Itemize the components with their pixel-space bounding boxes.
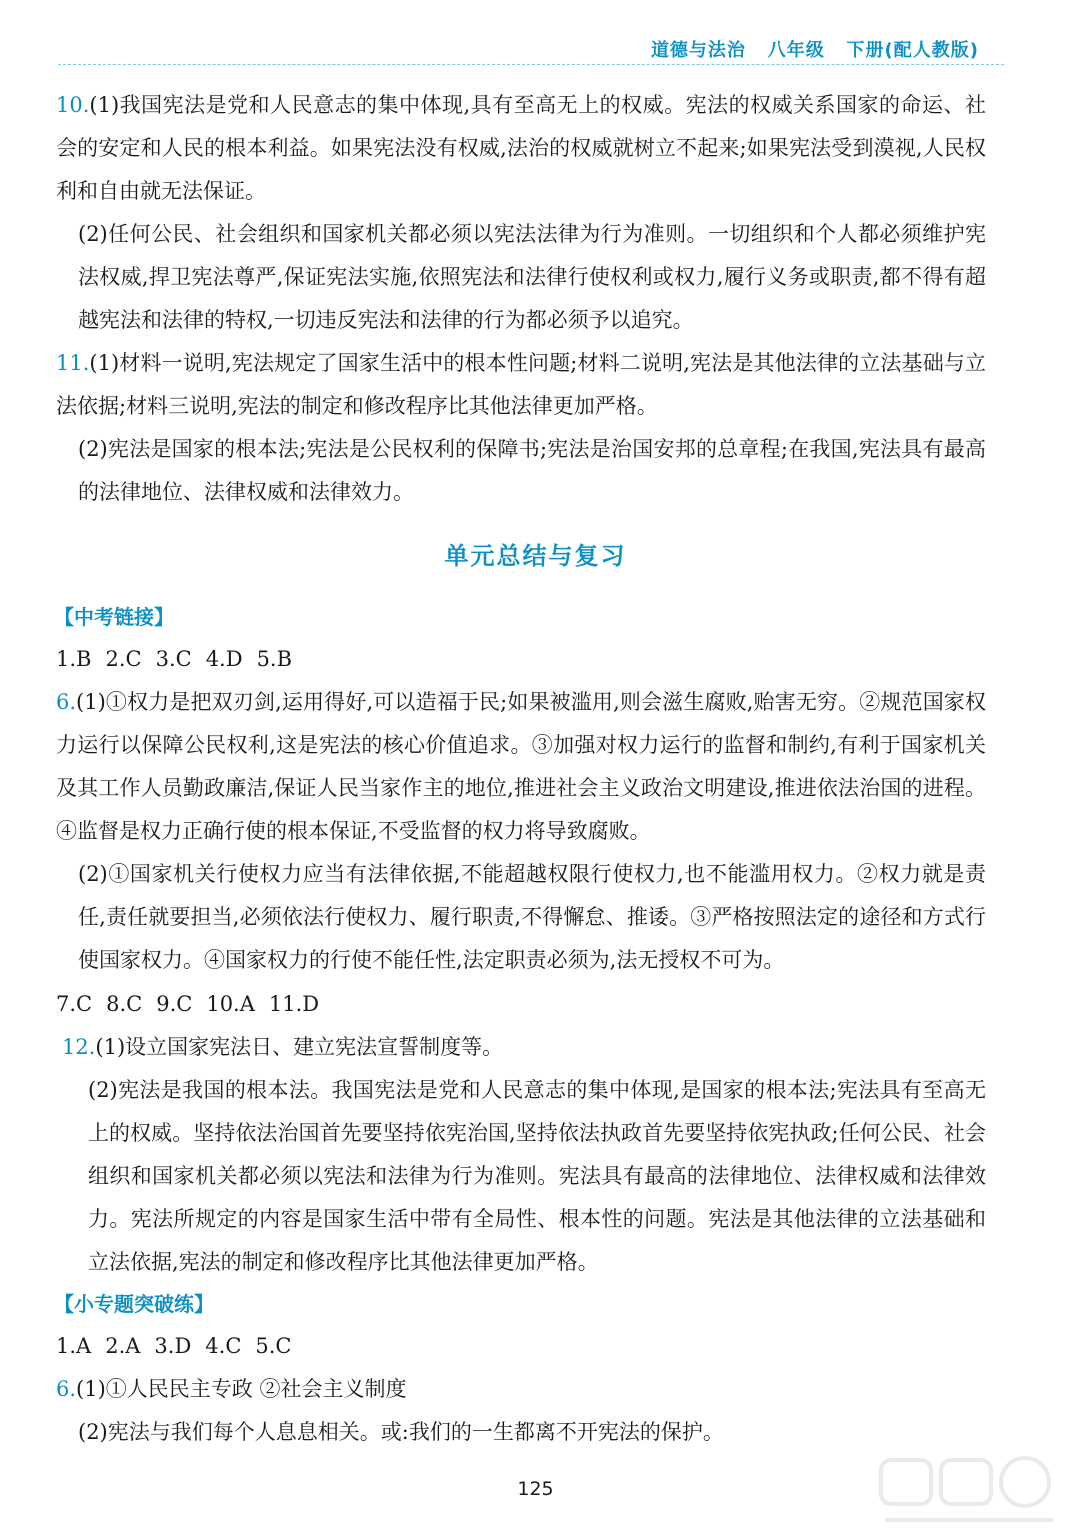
question-10-part-2: (2)任何公民、社会组织和国家机关都必须以宪法法律为行为准则。一切组织和个人都必须维护宪法权威,捍卫宪法尊严,保证宪法实施,依照宪法和法律行使权利或权力,履行义务或职责,都不得有超越宪法和法律的特权,一切违反宪法和法律的行为都必须予以追究。: [78, 222, 986, 332]
answer-item: 4.C: [205, 1334, 242, 1358]
question-6-part-1: [56, 681, 986, 853]
answer-item: 3.C: [155, 647, 192, 671]
answer-item: 7.C: [56, 992, 93, 1016]
question-number: 6.: [56, 690, 77, 714]
page-number: 125: [517, 1478, 554, 1500]
answer-item: 1.B: [56, 647, 92, 671]
question-text: (1)设立国家宪法日、建立宪法宣誓制度等。: [95, 1035, 504, 1059]
answer-item: 9.C: [156, 992, 193, 1016]
answer-item: 4.D: [205, 647, 243, 671]
answer-item: 11.D: [268, 992, 320, 1016]
answer-item: 10.A: [206, 992, 255, 1016]
question-number: 11.: [56, 351, 90, 375]
question-text: (1)①人民民主专政 ②社会主义制度: [76, 1377, 407, 1401]
answer-item: 2.C: [105, 647, 142, 671]
question-text: (1)①权力是把双刃剑,运用得好,可以造福于民;如果被滥用,则会滋生腐败,贻害无穷。②规范国家权力运行以保障公民权利,这是宪法的核心价值追求。③加强对权力运行的监督和制约,有利于国家机关及其工作人员勤政廉洁,保证人民当家作主的地位,推进社会主义政治文明建设,推进依法治国的进程。④监督是权力正确行使的根本保证,不受监督的权力将导致腐败。: [56, 690, 986, 843]
question-number: 6.: [56, 1377, 77, 1401]
section-tag-zhongkao: 【中考链接】: [54, 605, 174, 629]
question-12-part-1: [62, 1026, 986, 1069]
answer-item: 8.C: [106, 992, 143, 1016]
question-11-part-2: (2)宪法是国家的根本法;宪法是公民权利的保障书;宪法是治国安邦的总章程;在我国,宪法具有最高的法律地位、法律权威和法律效力。: [78, 437, 986, 504]
answer-item: 3.D: [154, 1334, 192, 1358]
question-number: 10.: [56, 93, 90, 117]
answer-row-3: [56, 1324, 1071, 1368]
header-title: 道德与法治 八年级 下册(配人教版): [650, 40, 979, 61]
question-10-part-1: [56, 84, 986, 213]
question-text: (1)材料一说明,宪法规定了国家生活中的根本性问题;材料二说明,宪法是其他法律的立法基础与立法依据;材料三说明,宪法的制定和修改程序比其他法律更加严格。: [56, 351, 986, 418]
question-11-part-1: [56, 342, 986, 428]
answer-item: 5.C: [255, 1334, 292, 1358]
watermark-logo-icon: [873, 1454, 1063, 1532]
section-tag-zhuanti: 【小专题突破练】: [54, 1292, 214, 1316]
question-6b-part-2: (2)宪法与我们每个人息息相关。或:我们的一生都离不开宪法的保护。: [78, 1420, 724, 1444]
page-header: [0, 0, 1071, 66]
question-12-part-2: (2)宪法是我国的根本法。我国宪法是党和人民意志的集中体现,是国家的根本法;宪法具有至高无上的权威。坚持依法治国首先要坚持依宪治国,坚持依法执政首先要坚持依宪执政;任何公民、社会组织和国家机关都必须以宪法和法律为行为准则。宪法具有最高的法律地位、法律权威和法律效力。宪法所规定的内容是国家生活中带有全局性、根本性的问题。宪法是其他法律的立法基础和立法依据,宪法的制定和修改程序比其他法律更加严格。: [88, 1078, 986, 1274]
answer-item: 2.A: [105, 1334, 141, 1358]
question-text: (1)我国宪法是党和人民意志的集中体现,具有至高无上的权威。宪法的权威关系国家的命运、社会的安定和人民的根本利益。如果宪法没有权威,法治的权威就树立不起来;如果宪法受到漠视,人民权利和自由就无法保证。: [56, 93, 986, 203]
section-title: 单元总结与复习: [444, 542, 627, 570]
answer-item: 5.B: [256, 647, 293, 671]
question-6-part-2: (2)①国家机关行使权力应当有法律依据,不能超越权限行使权力,也不能滥用权力。②权力就是责任,责任就要担当,必须依法行使权力、履行职责,不得懈怠、推诿。③严格按照法定的途径和方式行使国家权力。④国家权力的行使不能任性,法定职责必须为,法无授权不可为。: [78, 862, 986, 972]
page-content: [0, 84, 1071, 1454]
question-number: 12.: [62, 1035, 96, 1059]
question-6b-part-1: [56, 1368, 986, 1411]
answer-item: 1.A: [56, 1334, 92, 1358]
answer-row-1: [56, 637, 1071, 681]
header-divider: [58, 64, 1004, 65]
answer-row-2: [56, 982, 1071, 1026]
